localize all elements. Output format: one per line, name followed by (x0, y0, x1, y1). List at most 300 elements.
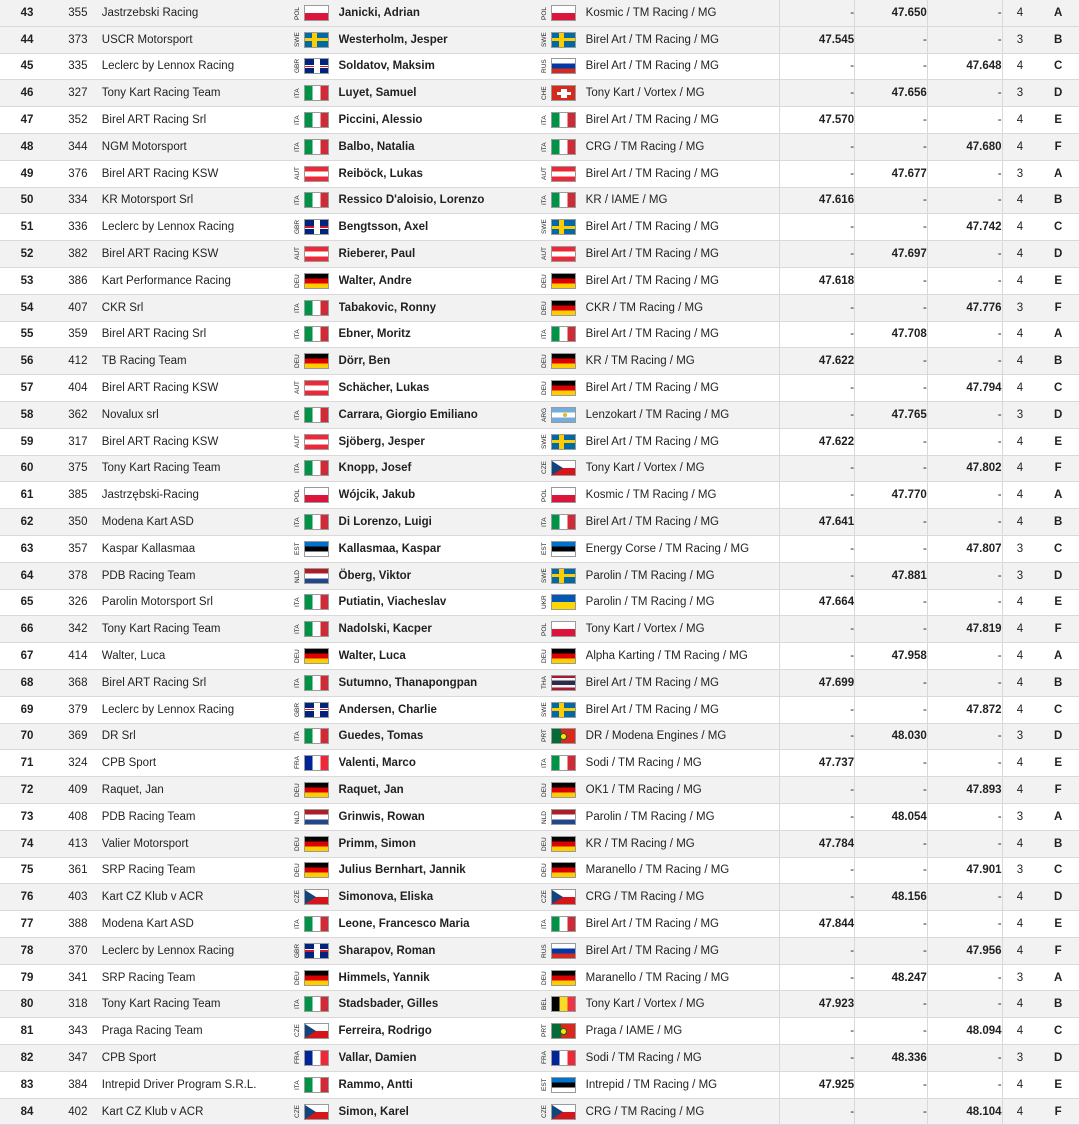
cell-laps: 4 (1002, 455, 1037, 482)
flag-icon-swe (551, 702, 576, 718)
table-row[interactable] (0, 401, 1079, 428)
cell-time-session-3: 47.872 (927, 696, 1002, 723)
cell-time-session-2: - (855, 937, 928, 964)
cell-time-session-2: - (855, 750, 928, 777)
nationality-code: GBR (293, 943, 301, 958)
cell-time-session-1: - (780, 1098, 855, 1125)
table-row[interactable] (0, 187, 1079, 214)
cell-team: PDB Racing Team (102, 562, 292, 589)
cell-chassis-engine-tyre: Alpha Karting / TM Racing / MG (586, 643, 780, 670)
table-row[interactable] (0, 348, 1079, 375)
cell-time-session-1: - (780, 80, 855, 107)
cell-position: 60 (0, 455, 54, 482)
cell-chassis-engine-tyre: Sodi / TM Racing / MG (586, 750, 780, 777)
cell-team-nationality (292, 53, 339, 80)
cell-chassis-engine-tyre: Birel Art / TM Racing / MG (586, 214, 780, 241)
cell-team: Leclerc by Lennox Racing (102, 53, 292, 80)
cell-chassis-engine-tyre: CRG / TM Racing / MG (586, 133, 780, 160)
nationality-code: DEU (540, 970, 548, 985)
cell-group: A (1037, 803, 1079, 830)
table-row[interactable] (0, 133, 1079, 160)
table-row[interactable] (0, 562, 1079, 589)
cell-driver-nationality (539, 133, 586, 160)
cell-group: E (1037, 589, 1079, 616)
cell-driver-nationality (539, 937, 586, 964)
cell-position: 73 (0, 803, 54, 830)
flag-icon-bel (551, 996, 576, 1012)
table-row[interactable] (0, 589, 1079, 616)
cell-time-session-2: - (855, 53, 928, 80)
cell-laps: 4 (1002, 589, 1037, 616)
nationality-flag (292, 272, 339, 290)
cell-driver-nationality (539, 616, 586, 643)
cell-team-nationality (292, 375, 339, 402)
cell-time-session-2: 47.677 (855, 160, 928, 187)
cell-group: B (1037, 187, 1079, 214)
table-row[interactable] (0, 107, 1079, 134)
nationality-code: ITA (293, 302, 301, 313)
cell-kart-number: 318 (54, 991, 102, 1018)
cell-team-nationality (292, 1045, 339, 1072)
cell-time-session-1: 47.616 (780, 187, 855, 214)
cell-driver-nationality (539, 482, 586, 509)
cell-time-session-1: - (780, 214, 855, 241)
nationality-flag (292, 647, 339, 665)
flag-icon-ita (551, 916, 576, 932)
nationality-code: CZE (540, 1105, 548, 1119)
nationality-code: CZE (540, 890, 548, 904)
cell-time-session-2: - (855, 214, 928, 241)
table-row[interactable] (0, 1018, 1079, 1045)
cell-position: 47 (0, 107, 54, 134)
cell-team: SRP Racing Team (102, 964, 292, 991)
flag-icon-nld (551, 809, 576, 825)
flag-icon-swe (551, 434, 576, 450)
cell-driver-name: Öberg, Viktor (339, 562, 539, 589)
cell-kart-number: 342 (54, 616, 102, 643)
nationality-code: SWE (540, 568, 548, 584)
cell-laps: 4 (1002, 643, 1037, 670)
nationality-code: FRA (293, 756, 301, 770)
cell-time-session-2: 48.247 (855, 964, 928, 991)
cell-driver-name: Rieberer, Paul (339, 241, 539, 268)
cell-time-session-1: - (780, 375, 855, 402)
nationality-flag (292, 299, 339, 317)
table-row[interactable] (0, 241, 1079, 268)
nationality-code: RUS (540, 943, 548, 958)
cell-position: 72 (0, 777, 54, 804)
cell-group: F (1037, 937, 1079, 964)
cell-kart-number: 414 (54, 643, 102, 670)
table-row[interactable] (0, 267, 1079, 294)
flag-icon-aut (304, 166, 329, 182)
nationality-flag (292, 57, 339, 75)
cell-chassis-engine-tyre: Intrepid / TM Racing / MG (586, 1071, 780, 1098)
nationality-code: POL (540, 622, 548, 636)
nationality-code: DEU (293, 970, 301, 985)
cell-driver-name: Walter, Luca (339, 643, 539, 670)
table-row[interactable] (0, 53, 1079, 80)
table-row[interactable] (0, 616, 1079, 643)
cell-time-session-2: - (855, 616, 928, 643)
cell-driver-name: Sharapov, Roman (339, 937, 539, 964)
cell-team-nationality (292, 562, 339, 589)
flag-icon-deu (551, 300, 576, 316)
cell-team-nationality (292, 991, 339, 1018)
cell-team-nationality (292, 401, 339, 428)
cell-driver-nationality (539, 187, 586, 214)
cell-driver-nationality (539, 455, 586, 482)
cell-laps: 4 (1002, 133, 1037, 160)
flag-icon-deu (551, 782, 576, 798)
table-row[interactable] (0, 0, 1079, 26)
flag-icon-aut (304, 434, 329, 450)
nationality-code: ITA (293, 88, 301, 99)
cell-group: E (1037, 911, 1079, 938)
table-row[interactable] (0, 991, 1079, 1018)
table-row[interactable] (0, 455, 1079, 482)
table-row[interactable] (0, 294, 1079, 321)
cell-position: 48 (0, 133, 54, 160)
nationality-code: DEU (293, 783, 301, 797)
cell-position: 84 (0, 1098, 54, 1125)
cell-group: C (1037, 696, 1079, 723)
cell-position: 67 (0, 643, 54, 670)
cell-group: B (1037, 348, 1079, 375)
cell-time-session-1: - (780, 53, 855, 80)
nationality-flag (292, 165, 339, 183)
nationality-code: SWE (540, 702, 548, 718)
cell-time-session-1: - (780, 643, 855, 670)
table-row[interactable] (0, 857, 1079, 884)
cell-time-session-1: 47.618 (780, 267, 855, 294)
cell-time-session-2: - (855, 294, 928, 321)
cell-time-session-3: - (927, 80, 1002, 107)
cell-chassis-engine-tyre: Parolin / TM Racing / MG (586, 589, 780, 616)
nationality-code: CHE (540, 86, 548, 101)
nationality-flag (539, 352, 586, 370)
cell-chassis-engine-tyre: Tony Kart / Vortex / MG (586, 455, 780, 482)
flag-icon-cze (304, 1104, 329, 1120)
table-row[interactable] (0, 964, 1079, 991)
flag-icon-prt (551, 1023, 576, 1039)
cell-driver-name: Sjöberg, Jesper (339, 428, 539, 455)
cell-time-session-3: 47.742 (927, 214, 1002, 241)
flag-detail (305, 709, 328, 711)
cell-group: B (1037, 26, 1079, 53)
cell-driver-name: Grinwis, Rowan (339, 803, 539, 830)
nationality-flag (292, 352, 339, 370)
table-row[interactable] (0, 830, 1079, 857)
cell-driver-name: Luyet, Samuel (339, 80, 539, 107)
cell-team: SRP Racing Team (102, 857, 292, 884)
cell-team: Jastrzebski Racing (102, 0, 292, 26)
cell-team-nationality (292, 616, 339, 643)
flag-icon-rus (551, 943, 576, 959)
cell-team-nationality (292, 723, 339, 750)
table-row[interactable] (0, 643, 1079, 670)
flag-icon-ita (304, 300, 329, 316)
nationality-code: ITA (293, 517, 301, 527)
cell-driver-nationality (539, 803, 586, 830)
cell-time-session-2: - (855, 911, 928, 938)
table-row[interactable] (0, 669, 1079, 696)
cell-kart-number: 382 (54, 241, 102, 268)
table-row[interactable] (0, 509, 1079, 536)
flag-icon-gbr (304, 58, 329, 74)
table-row[interactable] (0, 1071, 1079, 1098)
cell-group: D (1037, 562, 1079, 589)
cell-position: 79 (0, 964, 54, 991)
cell-laps: 4 (1002, 348, 1037, 375)
table-row[interactable] (0, 1098, 1079, 1125)
cell-group: C (1037, 535, 1079, 562)
cell-laps: 4 (1002, 187, 1037, 214)
table-row[interactable] (0, 750, 1079, 777)
cell-driver-nationality (539, 1098, 586, 1125)
cell-chassis-engine-tyre: Tony Kart / Vortex / MG (586, 991, 780, 1018)
cell-chassis-engine-tyre: Birel Art / TM Racing / MG (586, 669, 780, 696)
cell-team: CKR Srl (102, 294, 292, 321)
flag-icon-deu (304, 862, 329, 878)
cell-position: 81 (0, 1018, 54, 1045)
nationality-flag (292, 781, 339, 799)
cell-team: Tony Kart Racing Team (102, 455, 292, 482)
cell-team-nationality (292, 884, 339, 911)
nationality-flag (292, 379, 339, 397)
nationality-code: NLD (293, 810, 301, 824)
cell-group: F (1037, 777, 1079, 804)
flag-detail (305, 226, 328, 228)
flag-icon-ita (551, 112, 576, 128)
flag-icon-swe (304, 32, 329, 48)
cell-laps: 4 (1002, 214, 1037, 241)
nationality-flag (292, 325, 339, 343)
cell-team-nationality (292, 107, 339, 134)
nationality-flag (292, 888, 339, 906)
flag-icon-ita (304, 916, 329, 932)
flag-icon-pol (551, 487, 576, 503)
flag-icon-cze (551, 460, 576, 476)
nationality-code: ITA (293, 115, 301, 125)
nationality-code: AUT (293, 167, 301, 181)
cell-chassis-engine-tyre: CKR / TM Racing / MG (586, 294, 780, 321)
nationality-flag (292, 406, 339, 424)
nationality-code: SWE (540, 434, 548, 450)
table-row[interactable] (0, 80, 1079, 107)
flag-icon-deu (304, 970, 329, 986)
nationality-flag (539, 567, 586, 585)
nationality-code: ITA (540, 919, 548, 929)
nationality-code: DEU (540, 381, 548, 395)
cell-time-session-2: - (855, 669, 928, 696)
table-row[interactable] (0, 911, 1079, 938)
cell-position: 56 (0, 348, 54, 375)
cell-driver-name: Guedes, Tomas (339, 723, 539, 750)
cell-time-session-1: - (780, 321, 855, 348)
cell-time-session-3: 47.893 (927, 777, 1002, 804)
nationality-flag (292, 138, 339, 156)
nationality-code: POL (540, 6, 548, 20)
nationality-code: ITA (293, 624, 301, 635)
table-row[interactable] (0, 26, 1079, 53)
table-row[interactable] (0, 937, 1079, 964)
cell-time-session-3: - (927, 187, 1002, 214)
table-row[interactable] (0, 160, 1079, 187)
cell-position: 50 (0, 187, 54, 214)
cell-laps: 4 (1002, 1098, 1037, 1125)
table-row[interactable] (0, 777, 1079, 804)
cell-time-session-2: 47.656 (855, 80, 928, 107)
cell-kart-number: 402 (54, 1098, 102, 1125)
flag-icon-swe (551, 219, 576, 235)
cell-team: Birel ART Racing KSW (102, 241, 292, 268)
table-row[interactable] (0, 696, 1079, 723)
cell-laps: 4 (1002, 509, 1037, 536)
nationality-code: DEU (293, 836, 301, 851)
cell-driver-name: Westerholm, Jesper (339, 26, 539, 53)
nationality-code: FRA (293, 1051, 301, 1065)
nationality-flag (292, 540, 339, 558)
cell-laps: 4 (1002, 482, 1037, 509)
nationality-flag (539, 84, 586, 102)
cell-team: TB Racing Team (102, 348, 292, 375)
nationality-code: ITA (293, 463, 301, 474)
cell-time-session-3: - (927, 884, 1002, 911)
cell-team-nationality (292, 777, 339, 804)
nationality-flag (292, 191, 339, 209)
cell-laps: 4 (1002, 241, 1037, 268)
nationality-flag (292, 727, 339, 745)
table-row[interactable] (0, 723, 1079, 750)
cell-time-session-1: - (780, 884, 855, 911)
cell-time-session-2: - (855, 1018, 928, 1045)
cell-time-session-1: - (780, 616, 855, 643)
cell-time-session-3: 48.104 (927, 1098, 1002, 1125)
table-row[interactable] (0, 428, 1079, 455)
nationality-code: DEU (540, 354, 548, 369)
flag-icon-deu (551, 970, 576, 986)
table-row[interactable] (0, 321, 1079, 348)
cell-laps: 4 (1002, 267, 1037, 294)
nationality-flag (539, 272, 586, 290)
cell-time-session-3: - (927, 643, 1002, 670)
cell-position: 69 (0, 696, 54, 723)
cell-driver-nationality (539, 160, 586, 187)
cell-position: 57 (0, 375, 54, 402)
cell-laps: 4 (1002, 750, 1037, 777)
table-row[interactable] (0, 214, 1079, 241)
nationality-flag (539, 1022, 586, 1040)
flag-icon-deu (304, 836, 329, 852)
nationality-flag (292, 942, 339, 960)
table-row[interactable] (0, 482, 1079, 509)
cell-chassis-engine-tyre: Sodi / TM Racing / MG (586, 1045, 780, 1072)
nationality-flag (539, 942, 586, 960)
flag-icon-ita (551, 326, 576, 342)
table-row[interactable] (0, 1045, 1079, 1072)
nationality-flag (292, 1049, 339, 1067)
cell-team: Jastrzębski-Racing (102, 482, 292, 509)
cell-driver-name: Ferreira, Rodrigo (339, 1018, 539, 1045)
cell-laps: 4 (1002, 375, 1037, 402)
table-row[interactable] (0, 803, 1079, 830)
nationality-code: AUT (540, 167, 548, 181)
cell-driver-nationality (539, 696, 586, 723)
cell-kart-number: 317 (54, 428, 102, 455)
cell-team-nationality (292, 80, 339, 107)
nationality-flag (292, 995, 339, 1013)
cell-chassis-engine-tyre: OK1 / TM Racing / MG (586, 777, 780, 804)
cell-driver-name: Janicki, Adrian (339, 0, 539, 26)
cell-kart-number: 343 (54, 1018, 102, 1045)
cell-driver-name: Reiböck, Lukas (339, 160, 539, 187)
flag-icon-ita (304, 326, 329, 342)
cell-laps: 4 (1002, 991, 1037, 1018)
table-row[interactable] (0, 535, 1079, 562)
cell-time-session-1: - (780, 937, 855, 964)
cell-laps: 3 (1002, 964, 1037, 991)
cell-laps: 3 (1002, 562, 1037, 589)
cell-driver-name: Rammo, Antti (339, 1071, 539, 1098)
cell-time-session-3: - (927, 26, 1002, 53)
cell-time-session-2: - (855, 1098, 928, 1125)
flag-icon-prt (551, 728, 576, 744)
cell-laps: 4 (1002, 884, 1037, 911)
cell-driver-nationality (539, 589, 586, 616)
flag-icon-ita (304, 514, 329, 530)
nationality-flag (292, 1076, 339, 1094)
cell-team-nationality (292, 1018, 339, 1045)
cell-team-nationality (292, 26, 339, 53)
cell-time-session-3: - (927, 589, 1002, 616)
cell-time-session-2: - (855, 187, 928, 214)
flag-detail (315, 703, 318, 717)
cell-time-session-2: - (855, 26, 928, 53)
cell-time-session-3: - (927, 1045, 1002, 1072)
cell-time-session-3: - (927, 669, 1002, 696)
nationality-code: UKR (540, 595, 548, 610)
flag-detail (305, 66, 328, 68)
cell-team: CPB Sport (102, 1045, 292, 1072)
flag-icon-ita (304, 675, 329, 691)
nationality-flag (292, 513, 339, 531)
cell-time-session-3: 47.956 (927, 937, 1002, 964)
table-row[interactable] (0, 375, 1079, 402)
cell-driver-nationality (539, 0, 586, 26)
flag-detail (315, 59, 318, 73)
flag-icon-ita (304, 407, 329, 423)
nationality-flag (539, 540, 586, 558)
cell-laps: 4 (1002, 321, 1037, 348)
flag-icon-pol (551, 621, 576, 637)
cell-laps: 3 (1002, 80, 1037, 107)
cell-chassis-engine-tyre: KR / TM Racing / MG (586, 348, 780, 375)
cell-time-session-1: 47.784 (780, 830, 855, 857)
nationality-code: DEU (540, 300, 548, 315)
nationality-code: NLD (540, 810, 548, 824)
table-row[interactable] (0, 884, 1079, 911)
nationality-flag (539, 1076, 586, 1094)
cell-team-nationality (292, 428, 339, 455)
nationality-flag (292, 218, 339, 236)
flag-icon-swe (551, 568, 576, 584)
cell-time-session-3: - (927, 267, 1002, 294)
flag-icon-aut (551, 166, 576, 182)
cell-laps: 4 (1002, 428, 1037, 455)
cell-driver-nationality (539, 107, 586, 134)
nationality-code: DEU (540, 783, 548, 797)
